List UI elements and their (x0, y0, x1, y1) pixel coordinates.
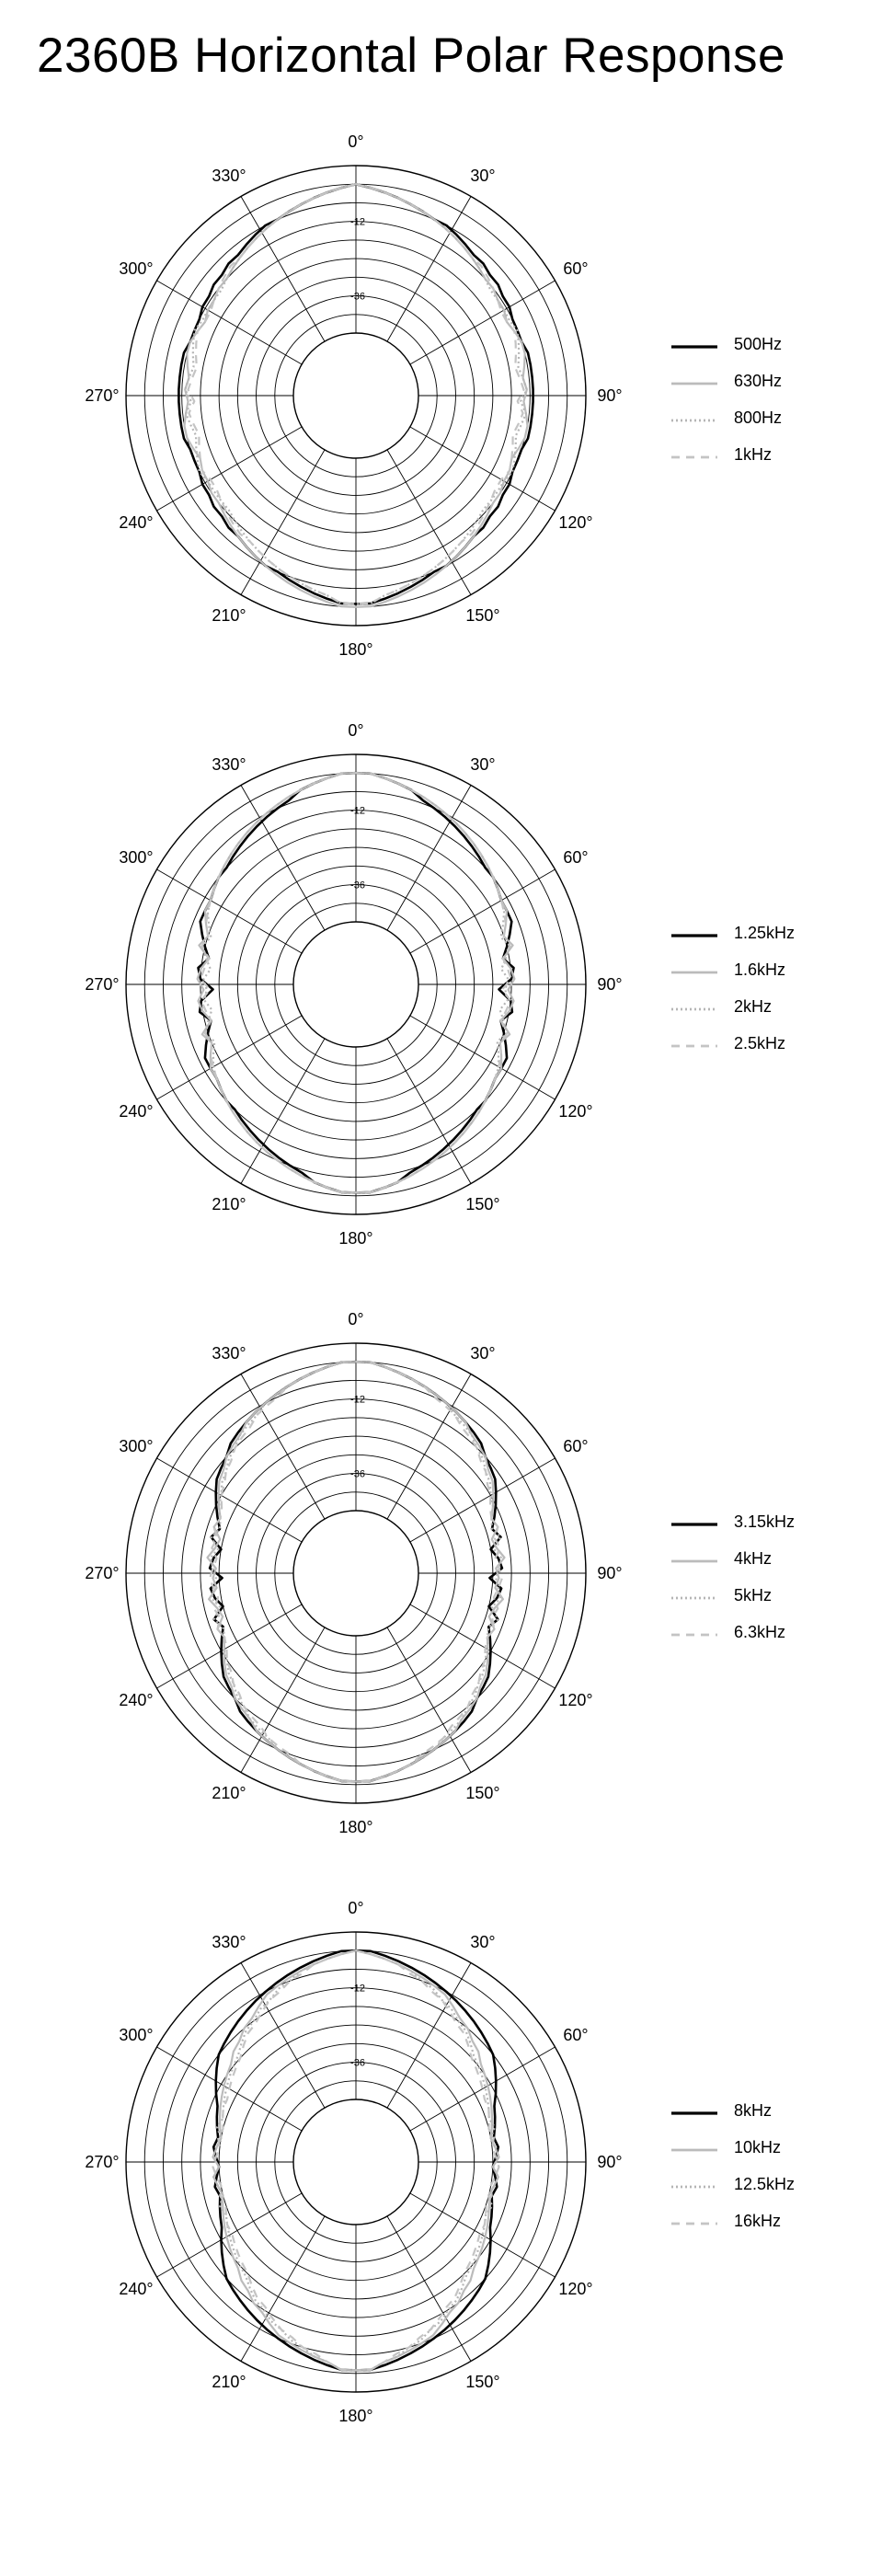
legend-swatch (671, 450, 717, 459)
legend-swatch (671, 2106, 717, 2115)
legend-swatch (671, 1517, 717, 1526)
angle-label: 120° (558, 2280, 593, 2298)
angle-label: 60° (563, 1437, 589, 1455)
angle-label: 210° (212, 1784, 246, 1803)
angle-label: 210° (212, 606, 246, 626)
angle-label: 60° (563, 259, 589, 278)
angle-label: 0° (348, 132, 364, 151)
legend-label: 800Hz (734, 408, 783, 427)
legend-swatch (671, 928, 717, 937)
legend-swatch (671, 2179, 717, 2189)
legend-swatch (671, 1002, 717, 1011)
polar-chart-panel (0, 1868, 882, 2456)
polar-chart (0, 101, 882, 690)
polar-spoke (387, 450, 471, 595)
angle-label: 240° (119, 2280, 154, 2298)
angle-label: 240° (119, 1691, 154, 1709)
angle-label: 0° (348, 1310, 364, 1328)
angle-label: 180° (338, 1229, 373, 1248)
ring-label: -36 (350, 291, 365, 303)
angle-label: 120° (558, 1691, 593, 1709)
polar-ring (275, 1492, 437, 1654)
polar-spoke (156, 281, 302, 364)
angle-label: 270° (85, 1564, 120, 1582)
angle-label: 120° (558, 513, 593, 532)
polar-ring (293, 333, 418, 458)
polar-chart (0, 690, 882, 1279)
angle-label: 210° (212, 2373, 246, 2392)
polar-spoke (241, 2216, 325, 2362)
polar-spoke (410, 2193, 556, 2277)
legend-label: 6.3kHz (734, 1622, 786, 1641)
legend-label: 16kHz (734, 2211, 782, 2230)
legend-swatch (671, 1627, 717, 1637)
polar-spoke (241, 1374, 325, 1519)
angle-label: 30° (470, 166, 496, 185)
polar-spoke (156, 1604, 302, 1688)
ring-label: -36 (350, 1468, 365, 1480)
legend-label: 10kHz (734, 2137, 782, 2156)
polar-spoke (410, 869, 556, 953)
polar-ring (293, 922, 418, 1047)
ring-label: -12 (350, 1394, 365, 1406)
polar-spoke (387, 1627, 471, 1773)
ring-label: -12 (350, 805, 365, 817)
ring-label: -36 (350, 880, 365, 891)
polar-spoke (387, 1374, 471, 1519)
angle-label: 300° (119, 259, 154, 278)
angle-label: 60° (563, 848, 589, 867)
polar-spoke (410, 2047, 556, 2131)
angle-label: 0° (348, 1899, 364, 1917)
ring-label: -12 (350, 1983, 365, 1995)
angle-label: 330° (212, 1932, 246, 1951)
angle-label: 270° (85, 975, 120, 994)
angle-label: 150° (465, 2373, 500, 2392)
angle-label: 300° (119, 848, 154, 867)
polar-spoke (241, 196, 325, 341)
polar-ring (293, 1511, 418, 1636)
legend-swatch (671, 1039, 717, 1048)
polar-spoke (156, 427, 302, 511)
angle-label: 180° (338, 2407, 373, 2425)
legend-label: 2kHz (734, 996, 773, 1016)
polar-spoke (241, 1962, 325, 2108)
legend-label: 8kHz (734, 2100, 773, 2120)
legend-swatch (671, 413, 717, 422)
angle-label: 330° (212, 1343, 246, 1363)
angle-label: 300° (119, 1437, 154, 1455)
polar-chart-panel (0, 101, 882, 690)
polar-spoke (241, 450, 325, 595)
polar-spoke (241, 1627, 325, 1773)
polar-spoke (156, 869, 302, 953)
angle-label: 270° (85, 386, 120, 405)
legend-label: 1.6kHz (734, 960, 786, 979)
polar-ring (275, 2081, 437, 2243)
polar-chart (0, 1868, 882, 2456)
polar-spoke (387, 1962, 471, 2108)
legend-swatch (671, 376, 717, 385)
polar-spoke (410, 427, 556, 511)
legend-label: 2.5kHz (734, 1033, 786, 1052)
ring-label: -12 (350, 216, 365, 228)
polar-chart-panel (0, 1279, 882, 1868)
legend-swatch (671, 2143, 717, 2152)
angle-label: 180° (338, 640, 373, 659)
legend-label: 1.25kHz (734, 923, 796, 942)
page-title: 2360B Horizontal Polar Response (37, 29, 785, 83)
ring-label: -36 (350, 2057, 365, 2069)
angle-label: 210° (212, 1195, 246, 1214)
polar-spoke (410, 1016, 556, 1099)
legend-swatch (671, 1554, 717, 1563)
legend-swatch (671, 339, 717, 349)
angle-label: 240° (119, 1102, 154, 1121)
angle-label: 330° (212, 754, 246, 774)
polar-spoke (156, 1458, 302, 1542)
polar-spoke (156, 2193, 302, 2277)
legend-swatch (671, 2216, 717, 2225)
angle-label: 150° (465, 606, 500, 626)
legend-label: 12.5kHz (734, 2174, 796, 2193)
legend-label: 1kHz (734, 444, 773, 464)
angle-label: 240° (119, 513, 154, 532)
angle-label: 300° (119, 2026, 154, 2044)
legend-swatch (671, 965, 717, 974)
angle-label: 60° (563, 2026, 589, 2044)
angle-label: 30° (470, 1932, 496, 1951)
polar-ring (275, 315, 437, 477)
polar-spoke (410, 1458, 556, 1542)
angle-label: 90° (597, 975, 623, 994)
polar-chart-panel (0, 690, 882, 1279)
angle-label: 270° (85, 2153, 120, 2171)
angle-label: 30° (470, 1343, 496, 1363)
angle-label: 330° (212, 166, 246, 185)
polar-spoke (156, 1016, 302, 1099)
polar-ring (275, 903, 437, 1065)
polar-spoke (241, 785, 325, 930)
polar-spoke (410, 281, 556, 364)
angle-label: 90° (597, 2153, 623, 2171)
polar-chart (0, 1279, 882, 1868)
legend-label: 500Hz (734, 334, 783, 353)
polar-spoke (387, 196, 471, 341)
angle-label: 90° (597, 386, 623, 405)
angle-label: 150° (465, 1195, 500, 1214)
legend-label: 3.15kHz (734, 1512, 796, 1531)
legend-swatch (671, 1591, 717, 1600)
angle-label: 90° (597, 1564, 623, 1582)
polar-ring (293, 2099, 418, 2225)
angle-label: 30° (470, 754, 496, 774)
angle-label: 120° (558, 1102, 593, 1121)
legend-label: 630Hz (734, 371, 783, 390)
angle-label: 150° (465, 1784, 500, 1803)
polar-spoke (387, 785, 471, 930)
legend-label: 4kHz (734, 1548, 773, 1568)
legend-label: 5kHz (734, 1585, 773, 1604)
angle-label: 180° (338, 1818, 373, 1836)
angle-label: 0° (348, 721, 364, 740)
